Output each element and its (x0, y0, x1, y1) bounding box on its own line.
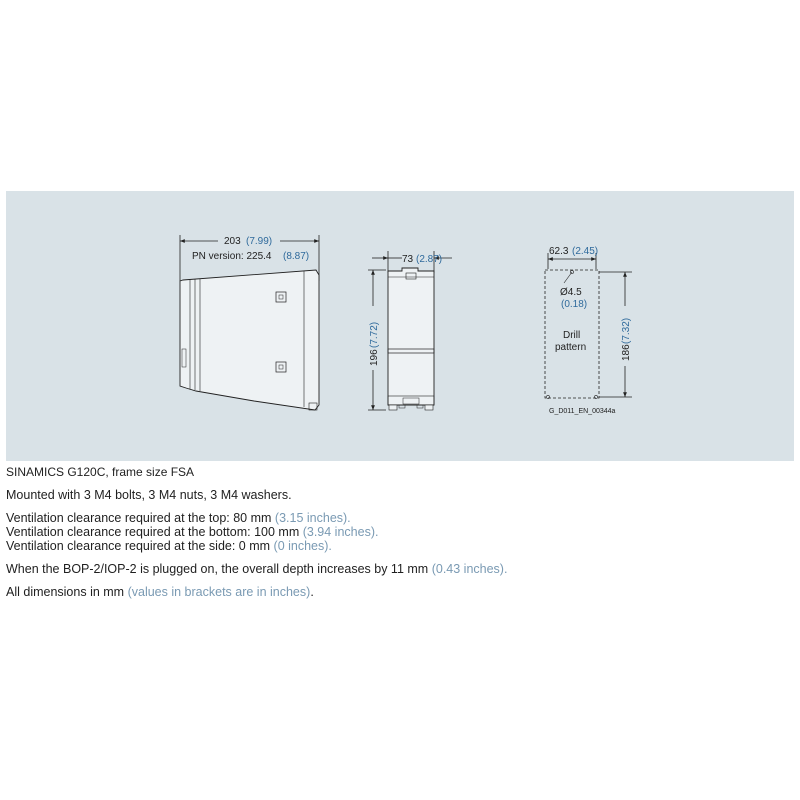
front-height-mm: 196 (369, 349, 380, 366)
dims-period: . (310, 585, 314, 599)
vent-side-inches: (0 inches). (273, 539, 332, 553)
pn-version-in: (8.87) (283, 251, 310, 262)
vent-bottom-inches: (3.94 inches). (302, 525, 379, 539)
drill-pattern-view (545, 246, 632, 415)
dimension-drawing (6, 191, 794, 461)
vent-bottom-line (6, 525, 794, 539)
hole-diameter-in: (0.18) (561, 299, 588, 310)
vent-top-line (6, 511, 794, 525)
front-width-in: (2.87) (416, 254, 443, 265)
vent-top-text: Ventilation clearance required at the top: 80 mm (6, 511, 272, 525)
side-view (180, 235, 319, 410)
vent-side-text: Ventilation clearance required at the side: 0 mm (6, 539, 271, 553)
hole-diameter-mm: Ø4.5 (560, 287, 582, 298)
figure-caption: SINAMICS G120C, frame size FSA (6, 465, 195, 479)
drill-width-in: (2.45) (572, 246, 599, 257)
dimension-drawing-panel (6, 191, 794, 461)
front-view (366, 251, 452, 410)
vent-side-line (6, 539, 794, 553)
side-housing-outline (180, 270, 319, 410)
dims-text: All dimensions in mm (6, 585, 125, 599)
side-width-mm: 203 (224, 236, 241, 247)
drill-width-mm: 62.3 (549, 246, 569, 257)
bop-line (6, 562, 794, 576)
vent-bottom-text: Ventilation clearance required at the bottom: 100 mm (6, 525, 300, 539)
side-width-in: (7.99) (246, 236, 273, 247)
mounting-info: Mounted with 3 M4 bolts, 3 M4 nuts, 3 M4 washers. (6, 488, 292, 502)
bop-text: When the BOP-2/IOP-2 is plugged on, the overall depth increases by 11 mm (6, 562, 429, 576)
drawing-id: G_D011_EN_00344a (549, 408, 616, 415)
drill-pattern-label-2: pattern (555, 342, 587, 353)
front-width-mm: 73 (402, 254, 414, 265)
dims-line (6, 585, 794, 599)
front-housing-outline (388, 268, 434, 405)
vent-top-inches: (3.15 inches). (274, 511, 351, 525)
drill-pattern-label-1: Drill (563, 330, 581, 341)
drill-height-mm: 186 (621, 344, 632, 361)
description-text (6, 465, 794, 599)
drill-height-in: (7.32) (621, 317, 632, 344)
front-height-in: (7.72) (369, 321, 380, 348)
pn-version-label: PN version: 225.4 (192, 251, 272, 262)
bop-inches: (0.43 inches). (431, 562, 508, 576)
dims-inches-note: (values in brackets are in inches) (127, 585, 311, 599)
